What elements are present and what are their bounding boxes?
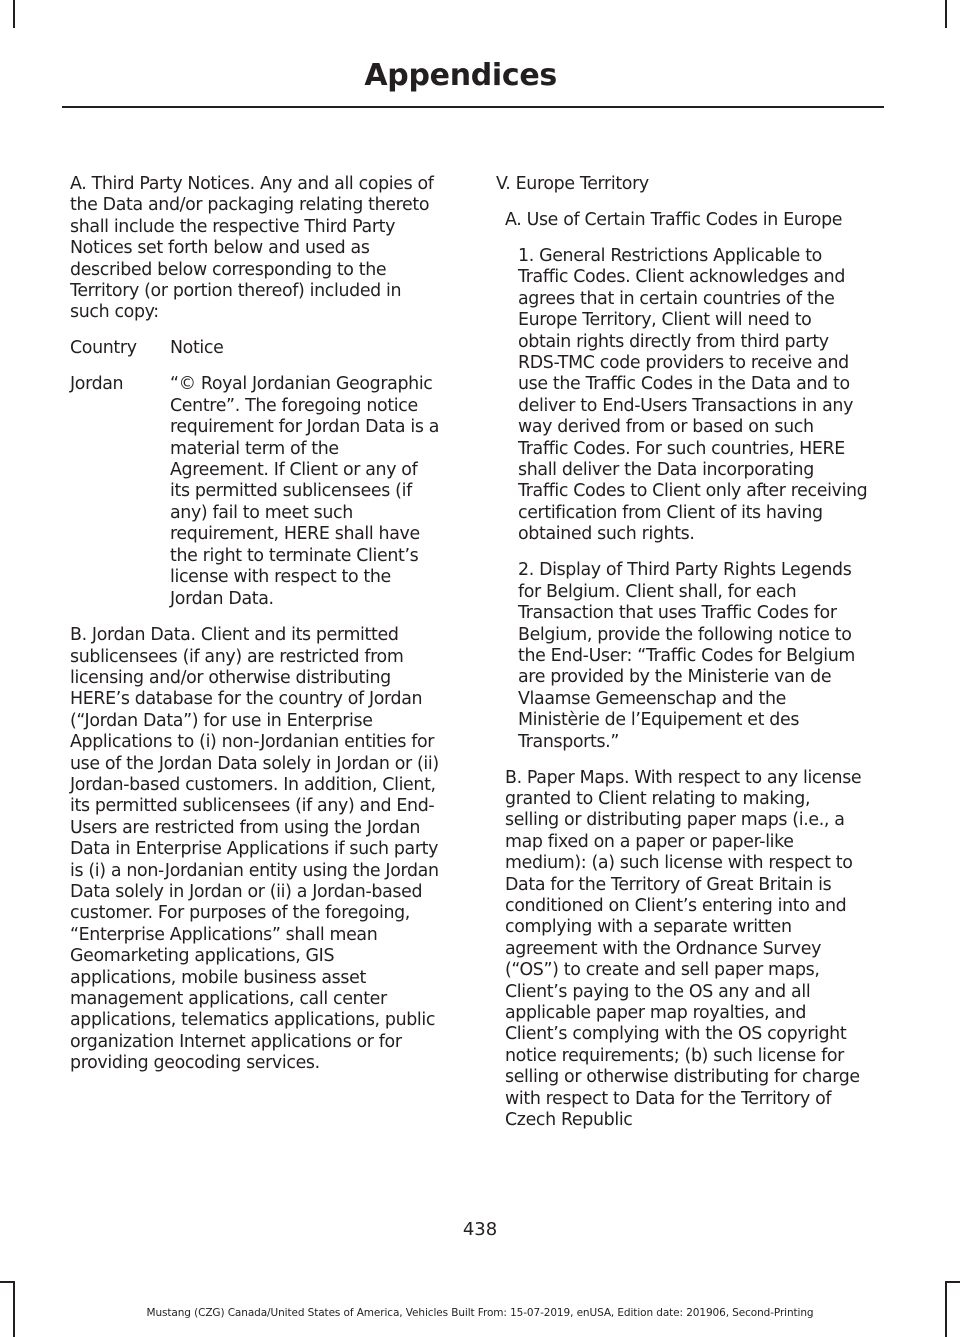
right-column xyxy=(496,174,868,1146)
table-header-notice: Notice xyxy=(170,338,224,359)
item-belgium-legends: 2. Display of Third Party Rights Legends for Belgium. Client shall, for each Transaction that uses Traffic Codes for Belgium, provide the following notice to the End-User: “Traffic Codes for Belgium are provided by the Ministerie van de Vlaamse Gemeenschap and the Ministèrie de l’Equipement et des Transports.” xyxy=(518,560,856,752)
subsection-paper-maps: B. Paper Maps. With respect to any license granted to Client relating to making, selling or distributing paper maps (i.e., a map fixed on a paper or paper-like medium): (a) such license with respect to Data for the Territory of Great Britain is conditioned on Client’s entering into and complying with a separate written agreement with the Ordnance Survey (“OS”) to create and sell paper maps, Client’s paying to the OS any and all applicable paper map royalties, and Client’s complying with the OS copyright notice requirements; (b) such license for selling or otherwise distributing for charge with respect to Data for the Territory of Czech Republic xyxy=(505,767,862,1131)
table-row xyxy=(70,374,442,624)
table-header-row xyxy=(70,338,442,374)
left-column xyxy=(70,174,442,1089)
table-cell-notice: “© Royal Jordanian Geographic Centre”. The foregoing notice requirement for Jordan Data is a material term of the Agreement. If Client or any of its permitted sublicensees (if any) fail to meet such requirement, HERE shall have the right to terminate Client’s license with respect to the Jordan Data. xyxy=(170,374,440,609)
header-divider xyxy=(62,106,884,108)
crop-mark-top-left-v xyxy=(13,0,15,28)
page-title: Appendices xyxy=(364,58,557,93)
page-number: 438 xyxy=(462,1219,498,1240)
table-cell-country: Jordan xyxy=(70,374,124,395)
table-header-country: Country xyxy=(70,338,137,359)
footer-text: Mustang (CZG) Canada/United States of America, Vehicles Built From: 15-07-2019, enUSA, Edition date: 201906, Second-Printing xyxy=(146,1307,814,1319)
notice-table xyxy=(70,338,442,624)
crop-mark-bottom-right-h xyxy=(945,1281,960,1283)
crop-mark-top-right-v xyxy=(945,0,947,28)
crop-mark-bottom-left-h xyxy=(0,1281,15,1283)
section-heading-europe: V. Europe Territory xyxy=(496,174,649,194)
subsection-traffic-codes: A. Use of Certain Traffic Codes in Europe xyxy=(505,210,843,230)
paragraph-third-party-notices: A. Third Party Notices. Any and all copies of the Data and/or packaging relating thereto shall include the respective Third Party Notices set forth below and used as described below corresponding to the Territory (or portion thereof) included in such copy: xyxy=(70,174,434,323)
paragraph-jordan-data: B. Jordan Data. Client and its permitted sublicensees (if any) are restricted from licensing and/or otherwise distributing HERE’s database for the country of Jordan (“Jordan Data”) for use in Enterprise Applications to (i) non-Jordanian entities for use of the Jordan Data solely in Jordan or (ii) Jordan-based customers. In addition, Client, its permitted sublicensees (if any) and End-Users are restricted from using the Jordan Data in Enterprise Applications if such party is (i) a non-Jordanian entity using the Jordan Data solely in Jordan or (ii) a Jordan-based customer. For purposes of the foregoing, “Enterprise Applications” shall mean Geomarketing applications, GIS applications, mobile business asset management applications, call center applications, telematics applications, public organization Internet applications or for providing geocoding services. xyxy=(70,625,439,1074)
item-general-restrictions: 1. General Restrictions Applicable to Traffic Codes. Client acknowledges and agrees that in certain countries of the Europe Territory, Client will need to obtain rights directly from third party RDS-TMC code providers to receive and use the Traffic Codes in the Data and to deliver to End-Users Transactions in any way derived from or based on such Traffic Codes. For such countries, HERE shall deliver the Data incorporating Traffic Codes to Client only after receiving certification from Client of its having obtained such rights. xyxy=(518,246,868,545)
